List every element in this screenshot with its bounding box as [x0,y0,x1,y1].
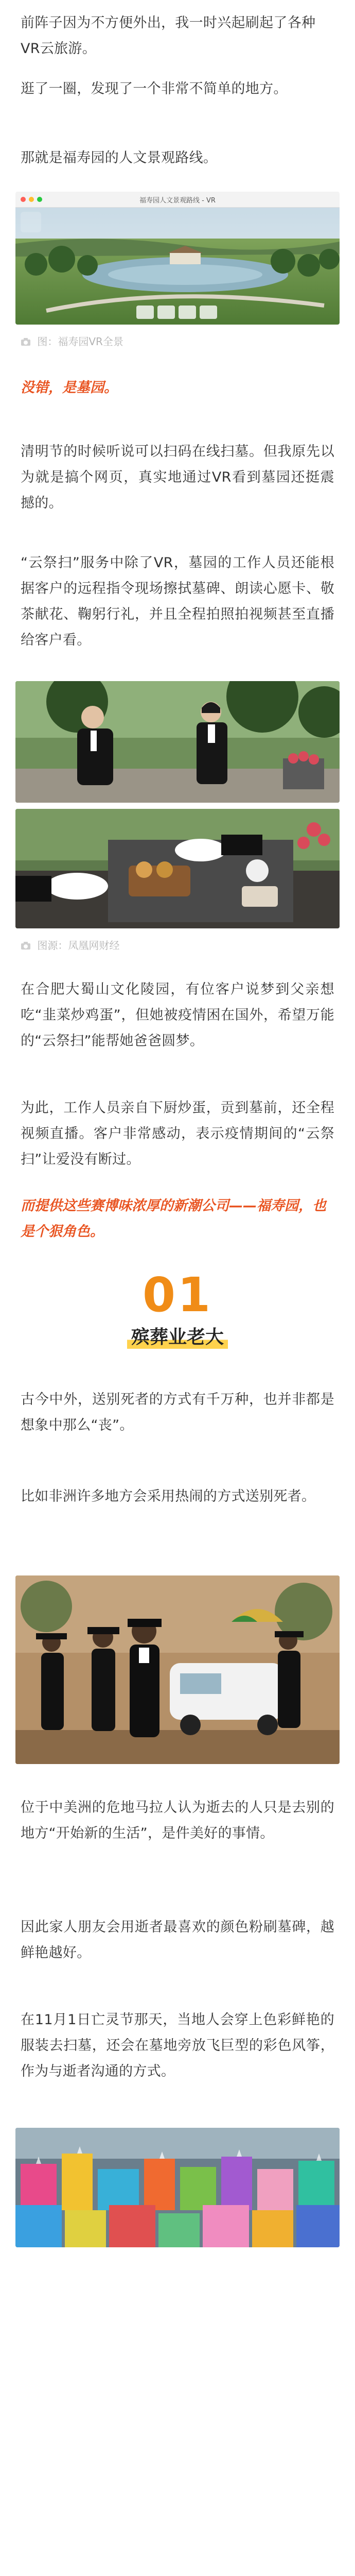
highlight-cemetery: 没错，是墓园。 [21,380,118,396]
paragraph-intro: 前阵子因为不方便外出，我一时兴起刷起了各种VR云旅游。 [21,15,316,57]
staff-bowing-illustration [15,681,340,803]
caption-source [21,939,119,952]
paragraph-farewell-ways: 古今中外，送别死者的方式有千万种，也并非都是想象中那么“丧”。 [21,1392,334,1433]
pallbearers-photo [15,1575,340,1764]
paragraph-cloud-services: “云祭扫”服务中除了VR，墓园的工作人员还能根据客户的远程指令现场擦拭墓碑、朗读心愿卡、敬茶献花、鞠躬行礼，并且全程拍照拍视频甚至直播给客户看。 [21,555,334,648]
browser-toolbar [15,192,340,208]
camera-icon [21,942,31,950]
paragraph-discovery: 逛了一圈，发现了一个非常不简单的地方。 [21,81,288,97]
paragraph-live-stream: 为此，工作人员亲自下厨炒蛋，贡到墓前，还全程视频直播。客户非常感动，表示疫情期间的“云祭扫”让爱没有断过。 [21,1100,334,1167]
caption-vr-text: 图：福寿园VR全景 [37,335,123,348]
paragraph-guatemala: 位于中美洲的危地马拉人认为逝去的人只是去别的地方“开始新的生活”，是件美好的事情。 [21,1800,334,1841]
tomb-cleaning-photo [15,809,340,928]
highlight-fushouyuan: 而提供这些赛博味浓厚的新潮公司——福寿园，也是个狠角色。 [21,1198,326,1240]
staff-ceremony-photo [15,681,340,803]
section-title-text: 殡葬业老大 [127,1326,228,1349]
section-title [0,1326,355,1349]
colorful-cemetery-photo [15,2128,340,2247]
pallbearers-illustration [15,1575,340,1764]
colorful-tombs-illustration [15,2128,340,2247]
caption-source-text: 图源：凤凰网财经 [37,939,120,952]
paragraph-africa: 比如非洲许多地方会采用热闹的方式送别死者。 [21,1488,316,1504]
paragraph-day-of-dead: 在11月1日亡灵节那天，当地人会穿上色彩鲜艳的服装去扫墓，还会在墓地旁放飞巨型的彩色风筝，作为与逝者沟通的方式。 [21,2012,334,2079]
paragraph-online-tomb-sweeping: 清明节的时候听说可以扫码在线扫墓。但我原先以为就是搞个网页，真实地通过VR看到墓园还挺震撼的。 [21,444,334,511]
paragraph-chives-eggs: 在合肥大蜀山文化陵园，有位客户说梦到父亲想吃“韭菜炒鸡蛋”，但她被疫情困在国外，希望万能的“云祭扫”能帮她爸爸圆梦。 [21,981,334,1049]
camera-icon [21,338,31,346]
park-landscape-illustration [15,208,340,325]
paragraph-route: 那就是福寿园的人文景观路线。 [21,150,218,166]
vr-window-title: 福寿园人文景观路线 - VR [139,197,216,205]
gloved-hands-illustration [15,809,340,928]
section-number: 01 [142,1267,213,1323]
vr-panorama-image[interactable] [15,192,340,325]
caption-vr [21,335,123,348]
paragraph-colorful-tombs: 因此家人朋友会用逝者最喜欢的颜色粉刷墓碑，越鲜艳越好。 [21,1919,334,1961]
